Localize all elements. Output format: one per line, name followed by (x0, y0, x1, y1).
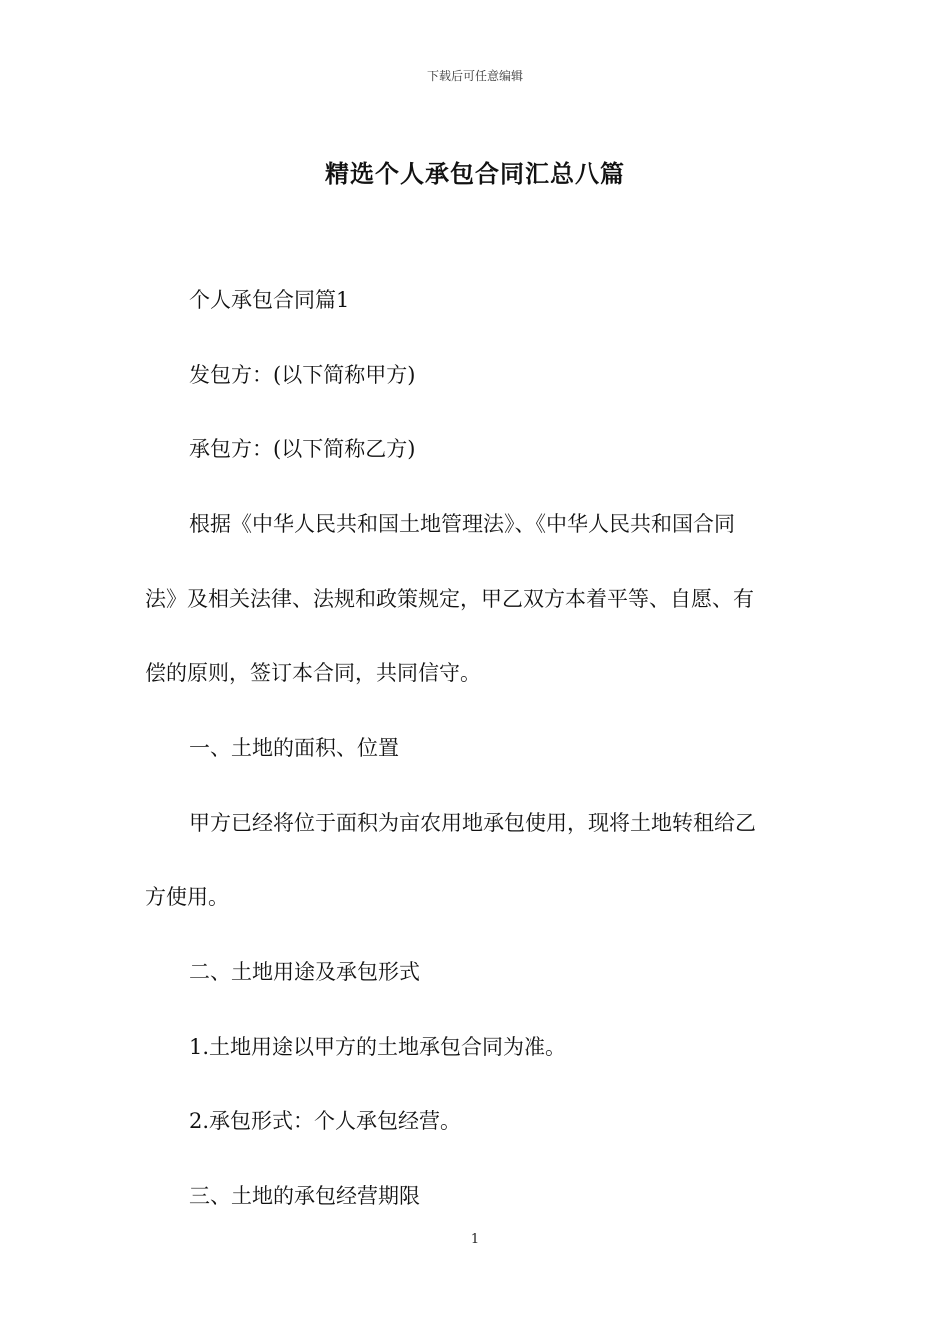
party-a-line: 发包方：(以下简称甲方) (189, 363, 416, 387)
clause-item: 1.土地用途以甲方的土地承包合同为准。 (189, 1035, 567, 1059)
paragraph-line: 根据《中华人民共和国土地管理法》、《中华人民共和国合同 (189, 512, 735, 536)
clause-heading: 一、土地的面积、位置 (189, 736, 399, 760)
paragraph-line: 法》及相关法律、法规和政策规定，甲乙双方本着平等、自愿、有 (145, 587, 754, 611)
section-heading: 个人承包合同篇1 (189, 288, 350, 312)
paragraph-line: 偿的原则，签订本合同，共同信守。 (145, 661, 481, 685)
document-title: 精选个人承包合同汇总八篇 (325, 159, 625, 188)
page-number: 1 (470, 1232, 480, 1247)
paragraph-line: 甲方已经将位于面积为亩农用地承包使用，现将土地转租给乙 (189, 811, 756, 835)
clause-heading: 三、土地的承包经营期限 (189, 1184, 420, 1208)
party-b-line: 承包方：(以下简称乙方) (189, 437, 416, 461)
clause-item: 2.承包形式：个人承包经营。 (189, 1109, 462, 1133)
clause-heading: 二、土地用途及承包形式 (189, 960, 420, 984)
header-note: 下载后可任意编辑 (426, 69, 523, 83)
paragraph-line: 方使用。 (145, 885, 229, 909)
